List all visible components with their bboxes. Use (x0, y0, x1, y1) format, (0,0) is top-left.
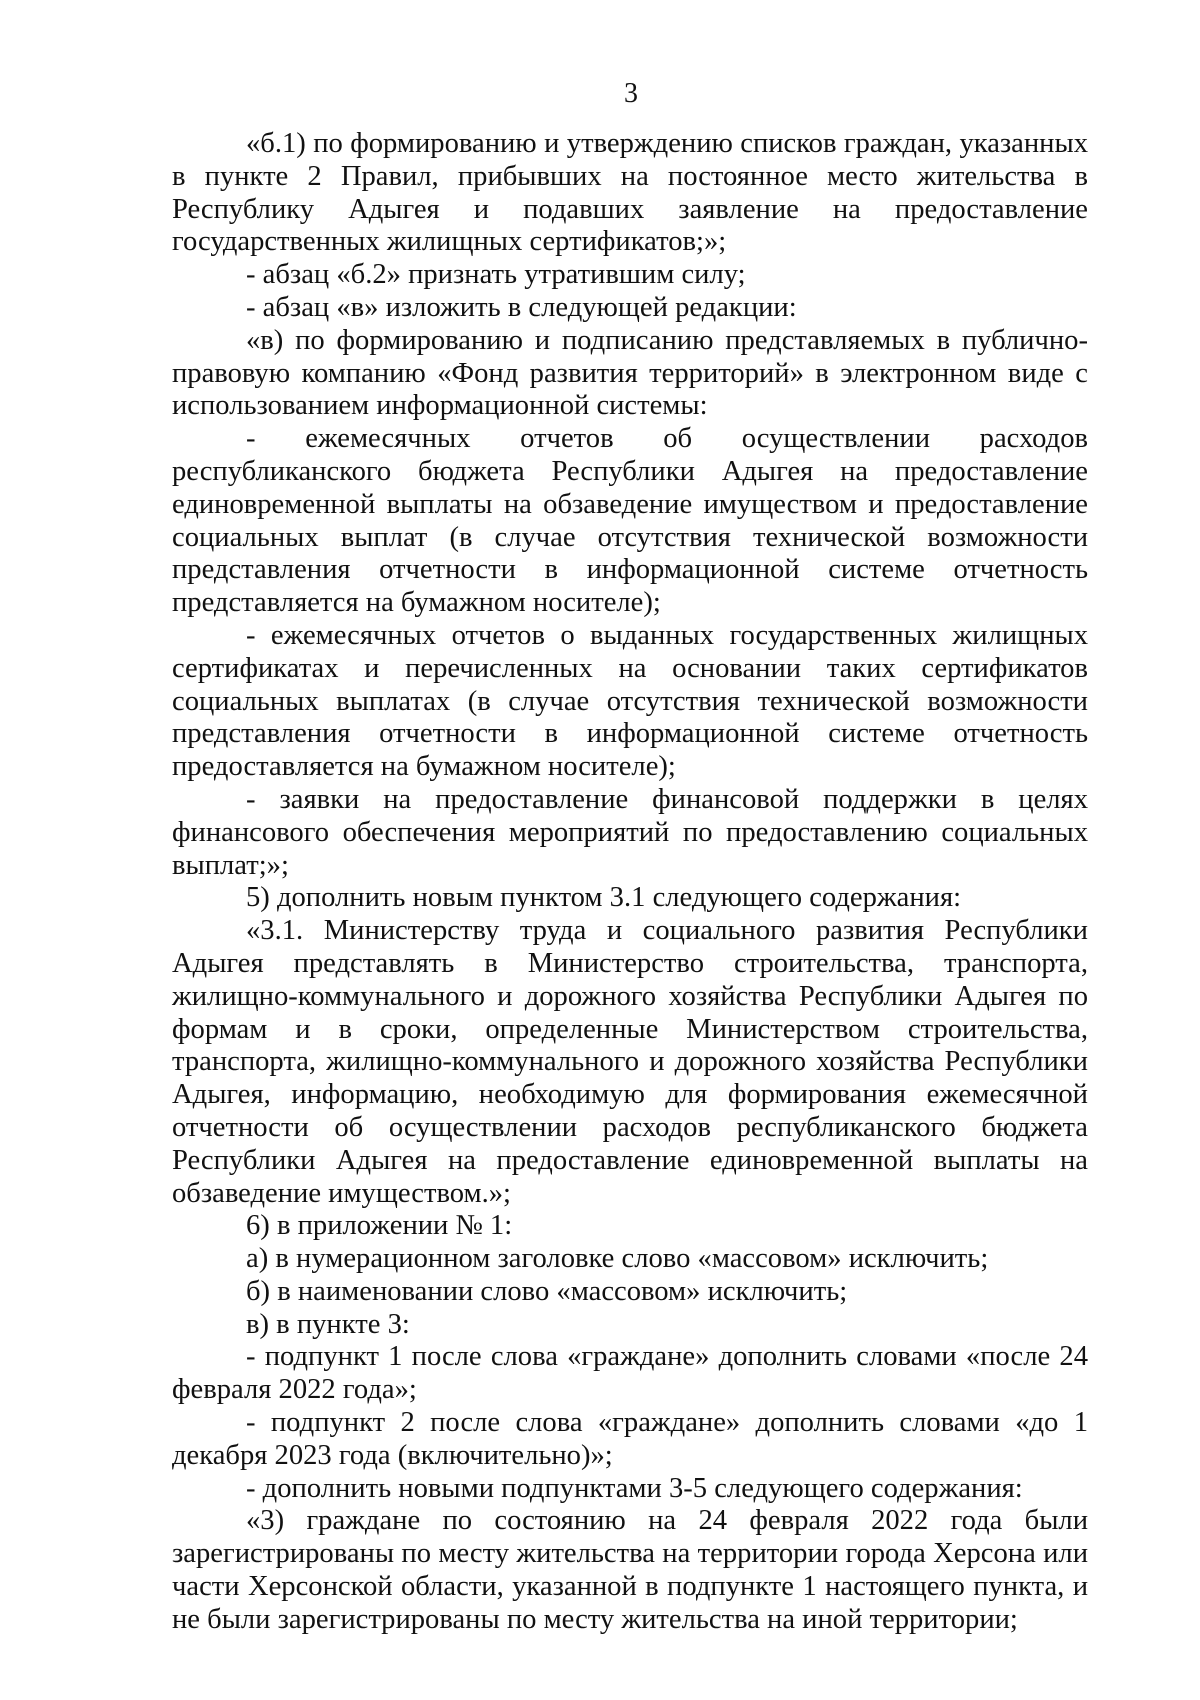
paragraph: - заявки на предоставление финансовой поддержки в целях финансового обеспечения мероприятий по предоставлению социальных выплат;»; (172, 783, 1088, 881)
paragraph: «3.1. Министерству труда и социального развития Республики Адыгея представлять в Министерство строительства, транспорта, жилищно-коммунального и дорожного хозяйства Республики Адыгея по формам и в сроки, определенные Министерством строительства, транспорта, жилищно-коммунального и дорожного хозяйства Республики Адыгея, информацию, необходимую для формирования ежемесячной отчетности об осуществлении расходов республиканского бюджета Республики Адыгея на предоставление единовременной выплаты на обзаведение имуществом.»; (172, 915, 1088, 1209)
paragraph: 6) в приложении № 1: (246, 1210, 513, 1242)
paragraph: - дополнить новыми подпунктами 3-5 следующего содержания: (246, 1472, 1023, 1504)
paragraph: «б.1) по формированию и утверждению списков граждан, указанных в пункте 2 Правил, прибывших на постоянное место жительства в Республику Адыгея и подавших заявление на предоставление государственных жилищных сертификатов;»; (172, 128, 1088, 258)
paragraph: - абзац «б.2» признать утратившим силу; (246, 259, 746, 291)
paragraph: 5) дополнить новым пунктом 3.1 следующего содержания: (246, 882, 962, 914)
page-number: 3 (624, 78, 638, 109)
paragraph: - ежемесячных отчетов о выданных государственных жилищных сертификатах и перечисленных на основании таких сертификатов социальных выплатах (в случае отсутствия технической возможности представления отчетности в информационной системе отчетность предоставляется на бумажном носителе); (172, 619, 1088, 783)
paragraph: - подпункт 2 после слова «граждане» дополнить словами «до 1 декабря 2023 года (включительно)»; (172, 1407, 1088, 1471)
paragraph: б) в наименовании слово «массовом» исключить; (246, 1275, 848, 1307)
paragraph: в) в пункте 3: (246, 1308, 410, 1340)
paragraph: «в) по формированию и подписанию представляемых в публично-правовую компанию «Фонд развития территорий» в электронном виде с использованием информационной системы: (172, 324, 1088, 422)
paragraph: «3) граждане по состоянию на 24 февраля 2022 года были зарегистрированы по месту жительства на территории города Херсона или части Херсонской области, указанной в подпункте 1 настоящего пункта, и не были зарегистрированы по месту жительства на иной территории; (172, 1505, 1088, 1635)
paragraph: а) в нумерационном заголовке слово «массовом» исключить; (246, 1243, 989, 1275)
paragraph: - ежемесячных отчетов об осуществлении расходов республиканского бюджета Республики Адыгея на предоставление единовременной выплаты на обзаведение имуществом и предоставление социальных выплат (в случае отсутствия технической возможности представления отчетности в информационной системе отчетность представляется на бумажном носителе); (172, 423, 1088, 619)
document-body (172, 128, 1088, 1637)
paragraph: - подпункт 1 после слова «граждане» дополнить словами «после 24 февраля 2022 года»; (172, 1341, 1088, 1406)
paragraph: - абзац «в» изложить в следующей редакции: (246, 291, 797, 323)
